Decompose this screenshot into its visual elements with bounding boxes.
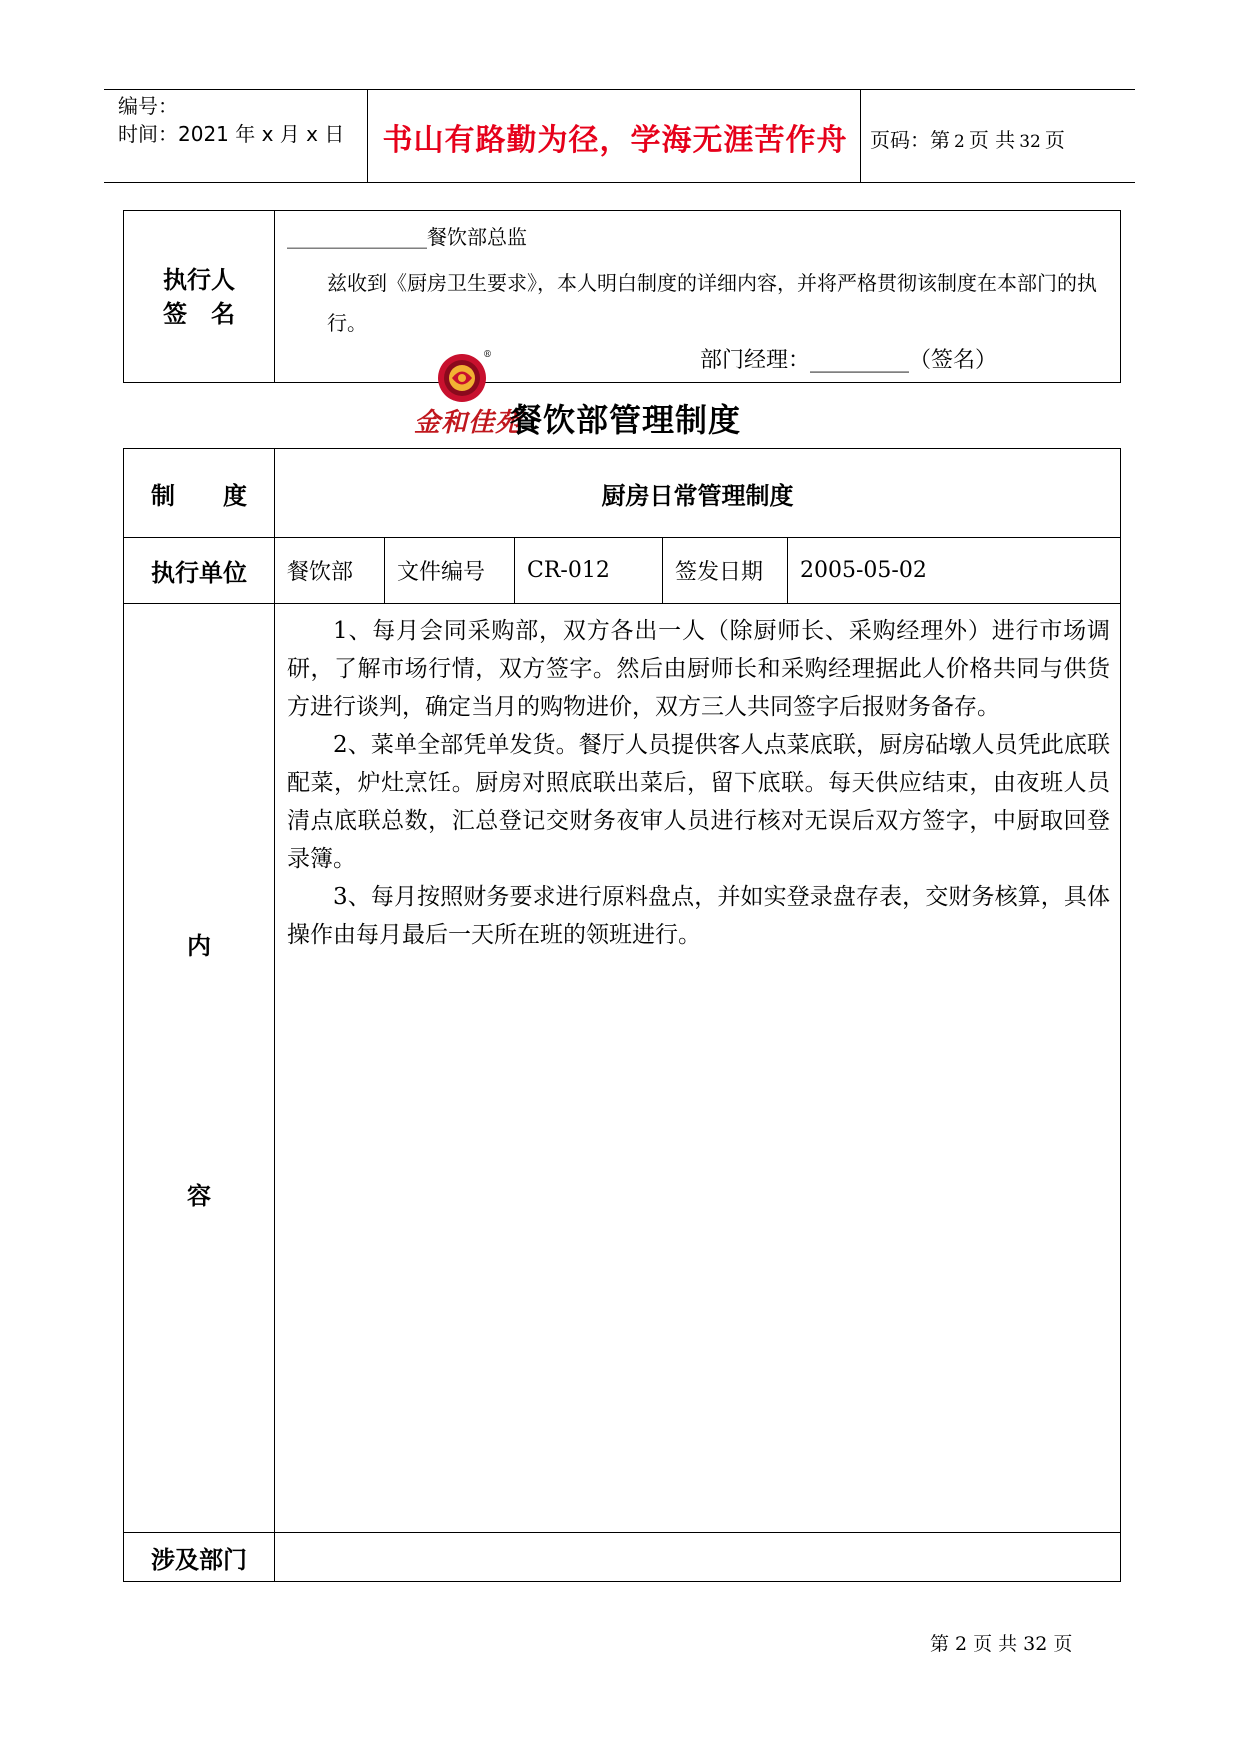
policy-content [275,604,1121,1533]
signature-table [123,210,1121,383]
unit-label: 执行单位 [124,538,275,604]
file-number-value: CR-012 [515,538,663,604]
header-divider-left [367,90,368,183]
issue-date-label: 签发日期 [663,538,788,604]
header-meta [118,92,344,148]
policy-paragraph: 3、每月按照财务要求进行原料盘点，并如实登录盘存表，交财务核算，具体操作由每月最后一天所在班的领班进行。 [287,884,1110,948]
departments-label: 涉及部门 [124,1533,275,1582]
policy-paragraph: 1、每月会同采购部，双方各出一人（除厨师长、采购经理外）进行市场调研，了解市场行情，双方签字。然后由厨师长和采购经理据此人价格共同与供货方进行谈判，确定当月的购物进价，双方三人共同签字后报财务备存。 [287,618,1110,720]
signature-label-line2: 签 名 [163,298,235,328]
signature-recipient-line: ______________餐饮部总监 [287,225,527,249]
document-title: 餐饮部管理制度 [510,401,742,439]
content-label-char-1: 内 [187,932,211,960]
logo-registered-mark: ® [483,350,492,360]
header-page-mid: 页 共 [968,128,1016,152]
policy-content-row [124,604,1121,1533]
policy-paragraph: 2、菜单全部凭单发货。餐厅人员提供客人点菜底联，厨房砧墩人员凭此底联配菜，炉灶烹饪。厨房对照底联出菜后，留下底联。每天供应结束，由夜班人员清点底联总数，汇总登记交财务夜审人员进行核对无误后双方签字，中厨取回登录簿。 [287,732,1110,872]
content-label-char-2: 容 [187,1182,211,1210]
header-page-total: 32 [1019,132,1041,152]
footer-suffix: 页 [1053,1633,1073,1655]
signature-body-cell [275,211,1121,383]
unit-value: 餐饮部 [275,538,385,604]
policy-name-row [124,449,1121,538]
signature-label-cell [124,211,275,383]
header-page-prefix: 页码：第 [870,128,950,152]
page-footer [930,1629,1072,1656]
footer-current-page: 2 [955,1633,968,1655]
content-label-cell [124,604,275,1533]
signature-statement: 兹收到《厨房卫生要求》，本人明白制度的详细内容，并将严格贯彻该制度在本部门的执行。 [327,271,1097,335]
header-page-suffix: 页 [1044,128,1065,152]
footer-total-pages: 32 [1023,1633,1048,1655]
file-number-label: 文件编号 [385,538,515,604]
header-page-current: 2 [954,132,965,152]
signature-manager-line: 部门经理：_________（签名） [700,348,998,373]
header-page-indicator [870,124,1065,153]
footer-mid: 页 共 [973,1633,1018,1655]
footer-prefix: 第 [930,1633,950,1655]
policy-table [123,448,1121,1582]
signature-label-line1: 执行人 [163,264,235,294]
issue-date-value: 2005-05-02 [788,538,1121,604]
policy-meta-row [124,538,1121,604]
departments-value [275,1533,1121,1582]
departments-row [124,1533,1121,1582]
header-time-label: 时间：2021 年 x 月 x 日 [118,122,345,146]
header-motto: 书山有路勤为径，学海无涯苦作舟 [382,123,848,158]
header-number-label: 编号： [118,94,178,118]
logo-brand-text: 金和佳苑 [414,408,523,438]
header-top-rule [104,89,1135,90]
header-bottom-rule [104,182,1135,183]
policy-label: 制 度 [124,449,275,538]
policy-name: 厨房日常管理制度 [275,449,1121,538]
brand-seal-icon [437,353,487,403]
header-divider-right [860,90,861,183]
